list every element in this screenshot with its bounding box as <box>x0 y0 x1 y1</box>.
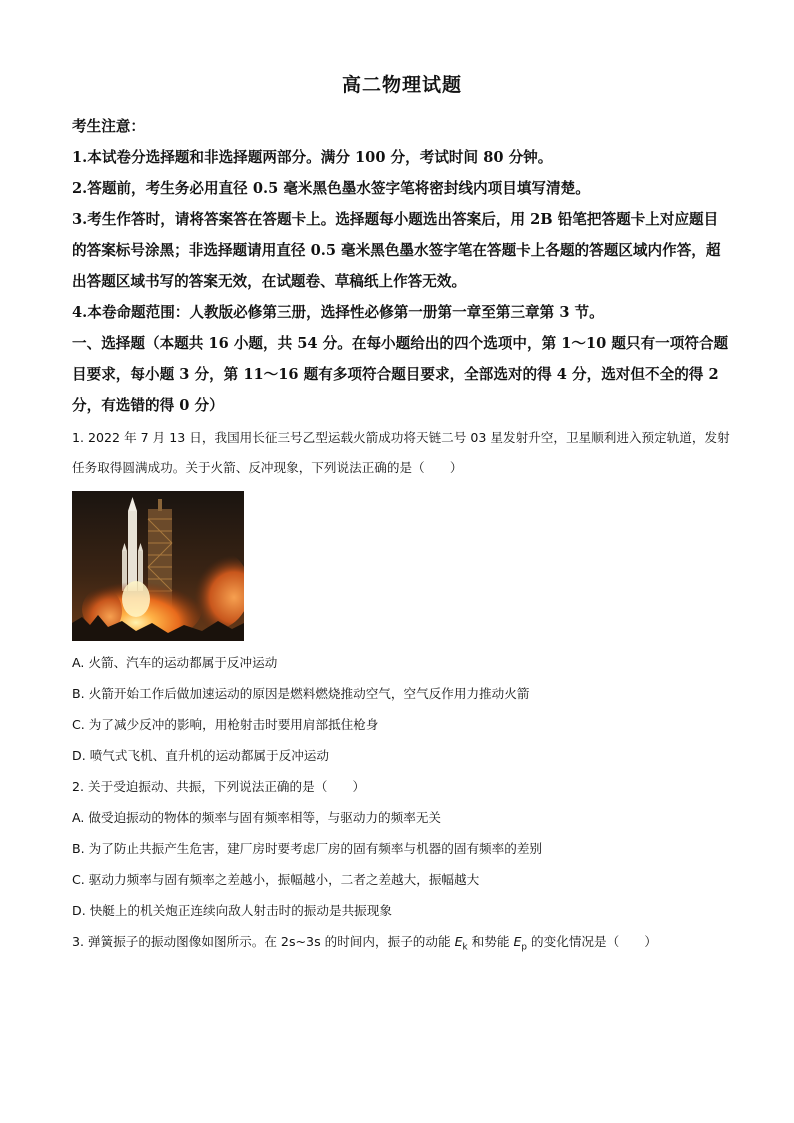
ek-symbol: E <box>454 934 463 949</box>
notice-item-2: 2.答题前，考生务必用直径 0.5 毫米黑色墨水签字笔将密封线内项目填写清楚。 <box>72 180 590 197</box>
question-1-option-a: A. 火箭、汽车的运动都属于反冲运动 <box>72 655 278 670</box>
ep-subscript: p <box>521 942 528 953</box>
question-3-stem <box>72 926 732 964</box>
question-1-stem: 1. 2022 年 7 月 13 日，我国用长征三号乙型运载火箭成功将天链二号 03 星发射升空，卫星顺利进入预定轨道，发射任务取得圆满成功。关于火箭、反冲现象，下列说法正确的是（ ） <box>72 430 730 475</box>
ep-symbol: E <box>513 934 522 949</box>
question-1-option-c: C. 为了减少反冲的影响，用枪射击时要用肩部抵住枪身 <box>72 717 379 732</box>
notice-heading: 考生注意： <box>72 118 145 135</box>
ek-subscript: k <box>462 942 468 953</box>
question-2-option-a: A. 做受迫振动的物体的频率与固有频率相等，与驱动力的频率无关 <box>72 810 442 825</box>
question-2-stem: 2. 关于受迫振动、共振，下列说法正确的是（ ） <box>72 779 366 794</box>
question-2-option-b: B. 为了防止共振产生危害，建厂房时要考虑厂房的固有频率与机器的固有频率的差别 <box>72 841 543 856</box>
question-2-option-d: D. 快艇上的机关炮正连续向敌人射击时的振动是共振现象 <box>72 903 392 918</box>
question-3-stem-middle: 和势能 <box>467 934 514 949</box>
question-3-stem-before: 3. 弹簧振子的振动图像如图所示。在 2s~3s 的时间内，振子的动能 <box>72 934 455 949</box>
question-1-option-d: D. 喷气式飞机、直升机的运动都属于反冲运动 <box>72 748 329 763</box>
question-1-option-b: B. 火箭开始工作后做加速运动的原因是燃料燃烧推动空气，空气反作用力推动火箭 <box>72 686 530 701</box>
notice-item-1: 1.本试卷分选择题和非选择题两部分。满分 100 分，考试时间 80 分钟。 <box>72 149 553 166</box>
rocket-launch-photo <box>72 491 244 641</box>
question-2-option-c: C. 驱动力频率与固有频率之差越小，振幅越小，二者之差越大，振幅越大 <box>72 872 480 887</box>
page-title: 高二物理试题 <box>341 74 462 96</box>
notice-item-4: 4.本卷命题范围：人教版必修第三册，选择性必修第一册第一章至第三章第 3 节。 <box>72 304 604 321</box>
exam-page <box>72 70 732 964</box>
notice-item-3: 3.考生作答时，请将答案答在答题卡上。选择题每小题选出答案后，用 2B 铅笔把答题卡上对应题目的答案标号涂黑；非选择题请用直径 0.5 毫米黑色墨水签字笔在答题卡上各题的答题区域内作答，超出答题区域书写的答案无效，在试题卷、草稿纸上作答无效。 <box>72 211 721 290</box>
section-1-heading: 一、选择题（本题共 16 小题，共 54 分。在每小题给出的四个选项中，第 1～10 题只有一项符合题目要求，每小题 3 分，第 11～16 题有多项符合题目要求，全部选对的得 4 分，选对但不全的得 2 分，有选错的得 0 分） <box>72 335 729 414</box>
question-3-stem-after: 的变化情况是（ ） <box>527 934 657 949</box>
